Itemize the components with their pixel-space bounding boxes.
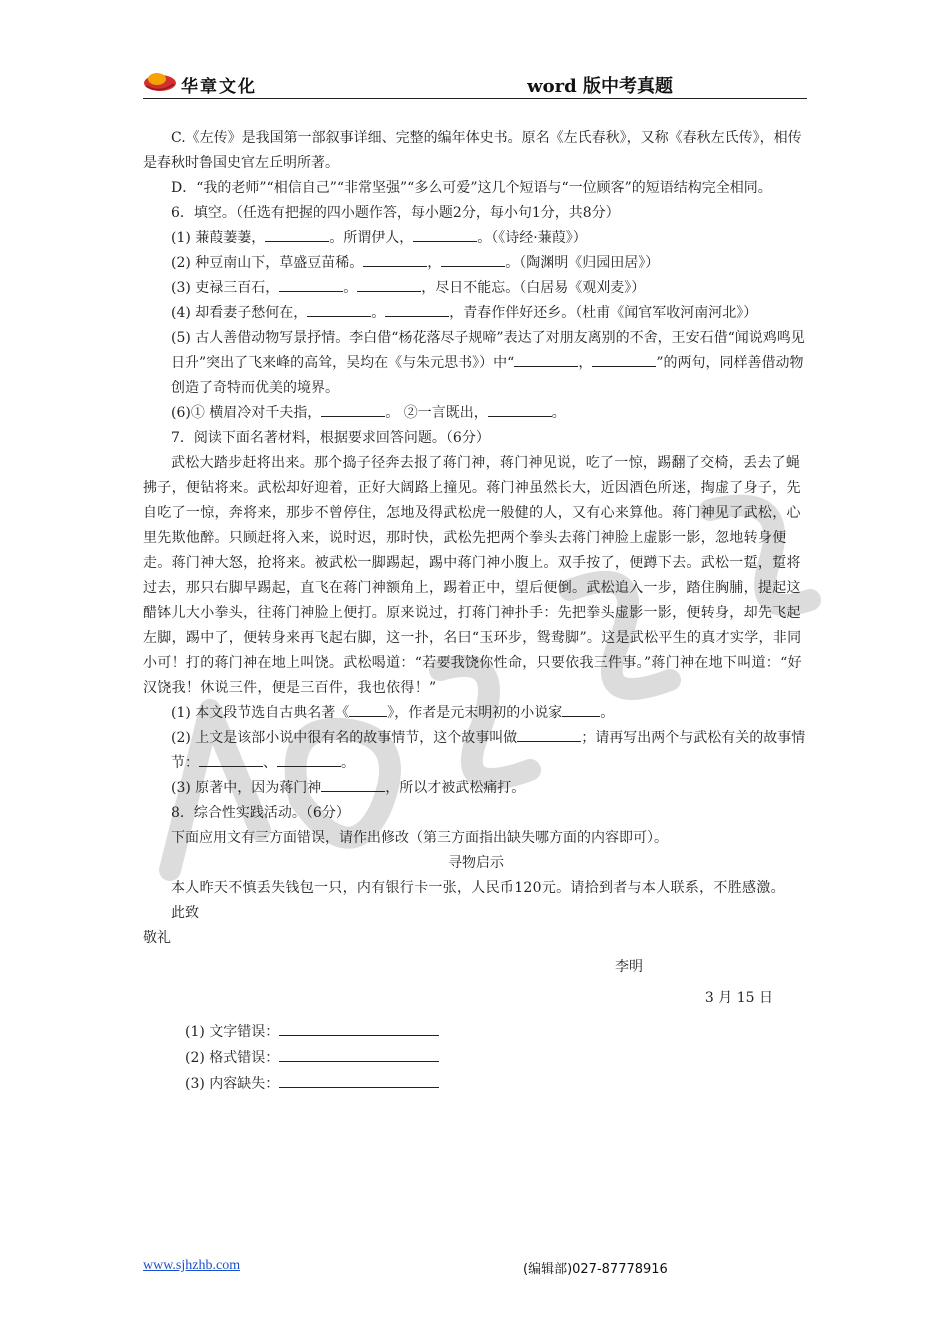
notice-body: 本人昨天不慎丢失钱包一只，内有银行卡一张，人民币120元。请拾到者与本人联系，不胜感激。 (171, 880, 785, 896)
answer-blank[interactable] (592, 352, 656, 367)
answer-blank[interactable] (488, 402, 552, 417)
header-title: word 版中考真题 (527, 76, 673, 97)
q6-item-2: (2) 种豆南山下，草盛豆苗稀。 ， 。（陶渊明《归园田居》） (143, 251, 809, 276)
notice-closing-1: 此致 (171, 905, 199, 921)
answer-blank[interactable] (279, 1021, 439, 1036)
q5-option-c: C.《左传》是我国第一部叙事详细、完整的编年体史书。原名《左氏春秋》，又称《春秋左氏传》，相传是春秋时鲁国史官左丘明所著。 (143, 130, 802, 171)
q6-item-1: (1) 蒹葭萋萋， 。所谓伊人， 。（《诗经·蒹葭》） (143, 226, 809, 251)
answer-blank[interactable] (321, 777, 385, 792)
notice-title: 寻物启示 (448, 855, 504, 871)
answer-blank[interactable] (279, 1047, 439, 1062)
answer-blank[interactable] (265, 227, 329, 242)
answer-blank[interactable] (307, 302, 371, 317)
publisher-logo (143, 70, 177, 92)
q7-item-1: (1) 本文段节选自古典名著《 》，作者是元末明初的小说家 。 (143, 701, 809, 726)
answer-blank[interactable] (279, 277, 343, 292)
answer-blank[interactable] (321, 402, 385, 417)
notice-signature: 李明 (615, 959, 643, 975)
answer-blank[interactable] (385, 302, 449, 317)
notice-date: 3 月 15 日 (704, 990, 773, 1006)
q6-item-4: (4) 却看妻子愁何在， 。 ，青春作伴好还乡。（杜甫《闻官军收河南河北》） (143, 301, 809, 326)
q6-stem: 6．填空。（任选有把握的四小题作答，每小题2分，每小句1分，共8分） (171, 205, 620, 221)
q8-answer-2: (2) 格式错误： (143, 1045, 809, 1071)
q7-item-2: (2) 上文是该部小说中很有名的故事情节，这个故事叫做 ；请再写出两个与武松有关的故事情节： 、 。 (143, 726, 809, 776)
contact-phone: (编辑部)027-87778916 (523, 1262, 668, 1277)
answer-blank[interactable] (363, 252, 427, 267)
q8-stem: 8．综合性实践活动。（6分） (171, 805, 350, 821)
answer-blank[interactable] (277, 752, 341, 767)
answer-blank[interactable] (441, 252, 505, 267)
website-link[interactable]: www.sjhzhb.com (143, 1258, 241, 1273)
answer-blank[interactable] (517, 727, 581, 742)
answer-blank[interactable] (279, 1073, 439, 1088)
q5-option-d: D．“我的老师”“相信自己”“非常坚强”“多么可爱”这几个短语与“一位顾客”的短语结构完全相同。 (171, 180, 772, 196)
q7-passage: 武松大踏步赶将出来。那个捣子径奔去报了蒋门神，蒋门神见说，吃了一惊，踢翻了交椅，丢去了蝇拂子，便钻将来。武松却好迎着，正好大阔路上撞见。蒋门神虽然长大，近因酒色所迷，掏虚了身子，先自吃了一惊，奔将来，那步不曾停住，怎地及得武松虎一般健的人，又有心来算他。蒋门神见了武松，心里先欺他醉。只顾赶将入来，说时迟，那时快，武松先把两个拳头去蒋门神脸上虚影一影，忽地转身便走。蒋门神大怒，抢将来。被武松一脚踢起，踢中蒋门神小腹上。双手按了，便蹲下去。武松一踅，踅将过去，那只右脚早踢起，直飞在蒋门神额角上，踢着正中，望后便倒。武松追入一步，踏住胸脯，提起这醋钵儿大小拳头，往蒋门神脸上便打。原来说过，打蒋门神扑手：先把拳头虚影一影，便转身，却先飞起左脚，踢中了，便转身来再飞起右脚，这一扑，名曰“玉环步，鸳鸯脚”。这是武松平生的真才实学，非同小可！打的蒋门神在地上叫饶。武松喝道：“若要我饶你性命，只要依我三件事。”蒋门神在地下叫道：“好汉饶我！休说三件，便是三百件，我也依得！” (143, 455, 802, 696)
answer-blank[interactable] (357, 277, 421, 292)
exam-content (143, 126, 809, 1097)
q8-answer-3: (3) 内容缺失： (143, 1071, 809, 1097)
q6-item-6: (6)① 横眉冷对千夫指， 。 ②一言既出， 。 (143, 401, 809, 426)
q6-item-3: (3) 吏禄三百石， 。 ，尽日不能忘。（白居易《观刈麦》） (143, 276, 809, 301)
q8-answer-1: (1) 文字错误： (143, 1019, 809, 1045)
page-footer (143, 1258, 807, 1278)
q7-stem: 7．阅读下面名著材料，根据要求回答问题。（6分） (171, 430, 490, 446)
answer-blank[interactable] (514, 352, 578, 367)
q6-item-5: (5) 古人善借动物写景抒情。李白借“杨花落尽子规啼”表达了对朋友离别的不舍，王安石借“闻说鸡鸣见日升”突出了飞来峰的高耸，吴均在《与朱元思书》）中“ ， ”的两句，同样善借动物创造了奇特而优美的境界。 (171, 330, 805, 396)
page-header (143, 68, 807, 99)
answer-blank[interactable] (199, 752, 263, 767)
notice-closing-2: 敬礼 (143, 930, 171, 946)
answer-blank[interactable] (349, 702, 387, 717)
brand-name: 华章文化 (181, 77, 257, 97)
answer-blank[interactable] (562, 702, 600, 717)
q8-instructions: 下面应用文有三方面错误，请作出修改（第三方面指出缺失哪方面的内容即可）。 (171, 830, 668, 846)
answer-blank[interactable] (413, 227, 477, 242)
q7-item-3: (3) 原著中，因为蒋门神 ，所以才被武松痛打。 (143, 776, 809, 801)
